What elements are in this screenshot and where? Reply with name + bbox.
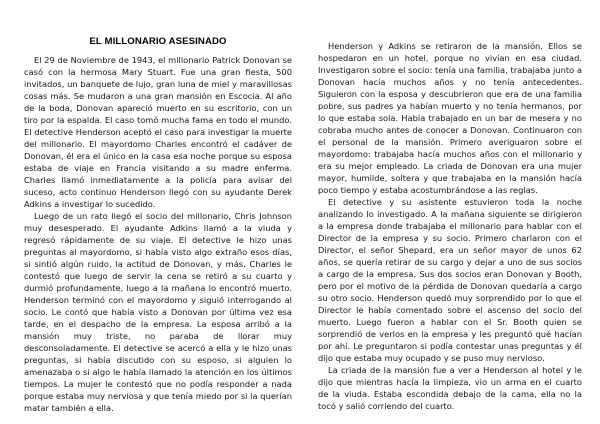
paragraph-right-1: Henderson y Adkins se retiraron de la mansión. Ellos se hospedaron en un hotel, porque no vivían en esa ciudad. Investigaron sobre el socio: tenía una familia, trabajaba junto a Donovan hacía muchos años y no tenía antecedentes. Siguieron con la esposa y descubrieron que era de una familia pobre, sus padres ya habían muerto y no tenía hermanos, por lo que estaba sola. Había trabajado en un bar de mesera y no cobraba mucho antes de conocer a Donovan. Continuaron con el personal de la mansión. Primero averiguaron sobre el mayordomo: trabajaba hacía muchos años con el millonario y era su mejor empleado. La criada de Donovan era una mujer mayor, humilde, soltera y que trabajaba en la mansión hacía poco tiempo y estaba acostumbrándose a las reglas. — [318, 41, 582, 195]
story-title: EL MILLONARIO ASESINADO — [89, 36, 227, 47]
paragraph-right-2: El detective y su asistente estuvieron toda la noche analizando lo investigado. A la mañana siguiente se dirigieron a la empresa donde trabajaba el millonario para hablar con el Director de la empresa y su socio. Primero charlaron con el Director, el señor Shepard, era un señor mayor de unos 62 años, se quería retirar de su cargo y dejar a uno de sus socios a cargo de la empresa. Sus dos socios eran Donovan y Booth, pero por el motivo de la pérdida de Donovan quedaría a cargo su otro socio. Henderson quedó muy sorprendido por lo que el Director le había comentado sobre el ascenso del socio del muerto. Luego fueron a hablar con el Sr. Booth quien se sorprendió de verlos en la empresa y les preguntó qué hacían por ahí. Le preguntaron si podía contestar unas preguntas y él dijo que estaba muy ocupado y se puso muy nervioso. — [318, 197, 582, 363]
paragraph-left-2: Luego de un rato llegó el socio del millonario, Chris Johnson muy desesperado. El ayudante Adkins llamó a la viuda y regresó rápidamente de su viaje. El detective le hizo unas preguntas al mayordomo, si había visto algo extraño esos días, si sintió algún ruido, la actitud de Donovan, y más. Charles le contestó que luego de servir la cena se retiró a su cuarto y durmió profundamente, luego a la mañana lo encontró muerto. Henderson terminó con el mayordomo y siguió interrogando al socio. Le contó que había visto a Donovan por última vez esa tarde, en el despacho de la empresa. La esposa arribó a la mansión muy triste, no paraba de llorar muy desconsoladamente. El detective se acercó a ella y le hizo unas preguntas, si había discutido con su esposo, si alguien lo amenazaba o si algo le había llamado la atención en los últimos tiempos. La mujer le contestó que no podía responder a nada porque estaba muy nerviosa y que tenía miedo por si la querían matar también a ella. — [24, 211, 292, 413]
paragraph-right-3: La criada de la mansión fue a ver a Henderson al hotel y le dijo que mientras hacía la limpieza, vio un arma en el cuarto de la viuda. Estaba escondida debajo de la cama, ella no la tocó y salió corriendo del cuarto. — [318, 365, 582, 411]
paragraph-left-1: El 29 de Noviembre de 1943, el millonario Patrick Donovan se casó con la hermosa Mary Stuart. Fue una gran fiesta, 500 invitados, un banquete de lujo, gran luna de miel y maravillosas cosas más. Se mudaron a una gran mansión en Escocia. Al año de la boda, Donovan apareció muerto en su escritorio, con un tiro por la espalda. El caso tomó mucha fama en todo el mundo. El detective Henderson aceptó el caso para investigar la muerte del millonario. El mayordomo Charles encontró el cadáver de Donovan, él era el único en la casa esa noche porque su esposa estaba de viaje en Francia visitando a su madre enferma. Charles llamó inmediatamente a la policía para avisar del suceso, acto continuo Henderson llegó con su ayudante Derek Adkins a investigar lo sucedido. — [24, 55, 292, 209]
right-column — [318, 40, 582, 412]
left-column — [24, 36, 292, 414]
